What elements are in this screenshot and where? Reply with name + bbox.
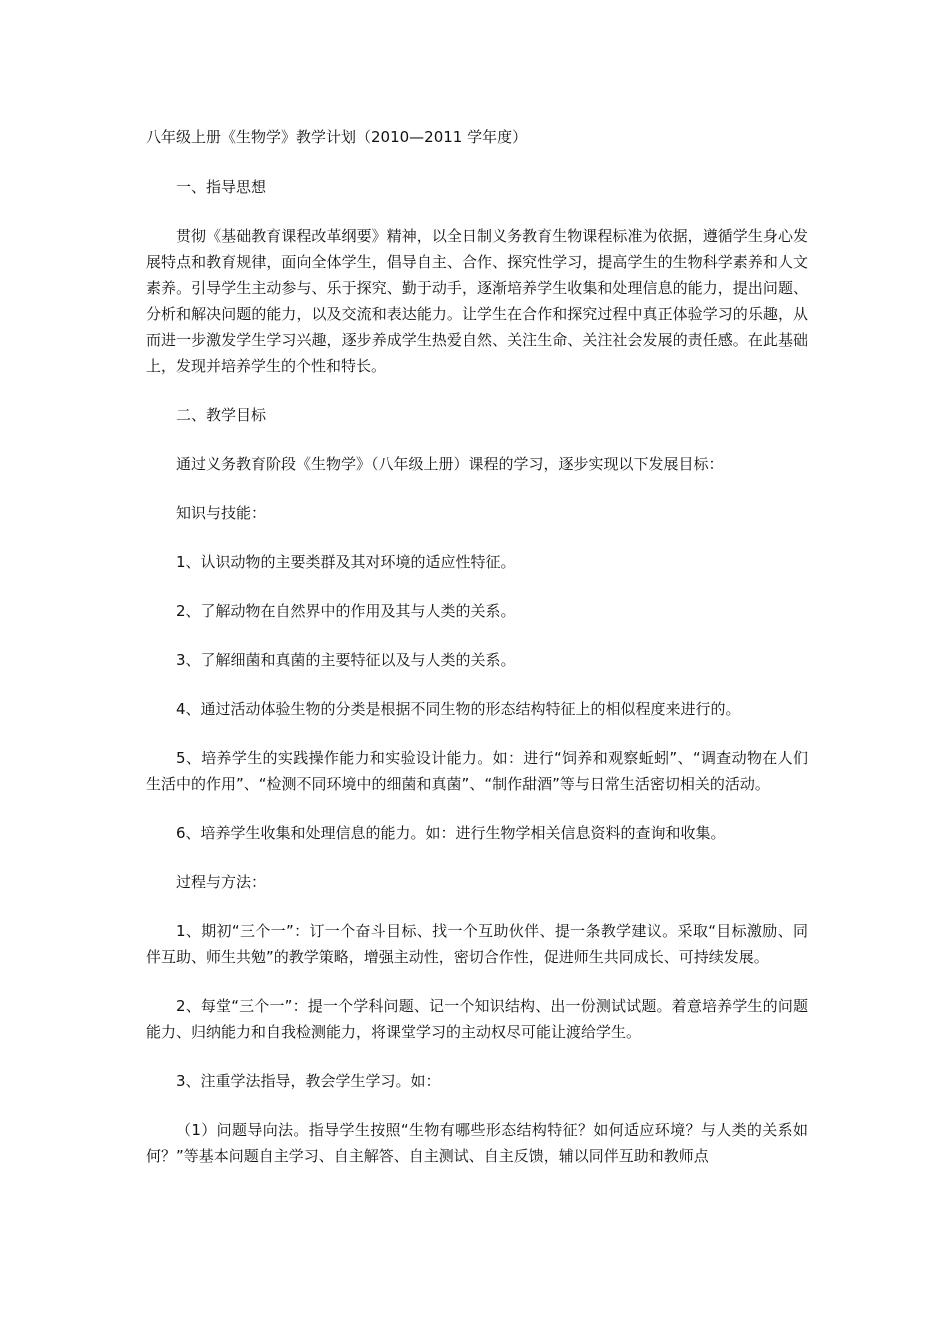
list-item-knowledge-6: 6、培养学生收集和处理信息的能力。如：进行生物学相关信息资料的查询和收集。: [176, 824, 726, 842]
list-item-knowledge-1: 1、认识动物的主要类群及其对环境的适应性特征。: [176, 553, 516, 571]
list-item-process-2: 2、每堂“三个一”：提一个学科问题、记一个知识结构、出一份测试试题。着意培养学生的问题能力、归纳能力和自我检测能力，将课堂学习的主动权尽可能让渡给学生。: [146, 997, 808, 1041]
list-item-knowledge-3: 3、了解细菌和真菌的主要特征以及与人类的关系。: [176, 651, 516, 669]
document-title: 八年级上册《生物学》教学计划（2010—2011 学年度）: [146, 128, 528, 146]
subheading-process-methods: 过程与方法：: [176, 873, 267, 891]
list-item-knowledge-5: 5、培养学生的实践操作能力和实验设计能力。如：进行“饲养和观察蚯蚓”、“调查动物在人们生活中的作用”、“检测不同环境中的细菌和真菌”、“制作甜酒”等与日常生活密切相关的活动。: [146, 749, 808, 793]
list-item-process-3: 3、注重学法指导，教会学生学习。如：: [176, 1072, 441, 1090]
list-item-process-1: 1、期初“三个一”：订一个奋斗目标、找一个互助伙伴、提一条教学建议。采取“目标激励、同伴互助、师生共勉”的教学策略，增强主动性，密切合作性，促进师生共同成长、可持续发展。: [146, 922, 808, 966]
paragraph-goals-intro: 通过义务教育阶段《生物学》（八年级上册）课程的学习，逐步实现以下发展目标：: [176, 455, 724, 473]
subheading-knowledge-skills: 知识与技能：: [176, 504, 267, 522]
section-heading-guiding-thought: 一、指导思想: [176, 178, 267, 196]
list-item-knowledge-4: 4、通过活动体验生物的分类是根据不同生物的形态结构特征上的相似程度来进行的。: [176, 700, 741, 718]
list-item-knowledge-2: 2、了解动物在自然界中的作用及其与人类的关系。: [176, 602, 516, 620]
document-body: [146, 124, 808, 1192]
paragraph-guiding-thought: 贯彻《基础教育课程改革纲要》精神，以全日制义务教育生物课程标准为依据，遵循学生身心发展特点和教育规律，面向全体学生，倡导自主、合作、探究性学习，提高学生的生物科学素养和人文素养。引导学生主动参与、乐于探究、勤于动手，逐渐培养学生收集和处理信息的能力，提出问题、分析和解决问题的能力，以及交流和表达能力。让学生在合作和探究过程中真正体验学习的乐趣，从而进一步激发学生学习兴趣，逐步养成学生热爱自然、关注生命、关注社会发展的责任感。在此基础上，发现并培养学生的个性和特长。: [146, 227, 808, 375]
list-item-process-3-1: （1）问题导向法。指导学生按照“生物有哪些形态结构特征？如何适应环境？与人类的关系如何？”等基本问题自主学习、自主解答、自主测试、自主反馈，辅以同伴互助和教师点: [146, 1121, 808, 1165]
section-heading-teaching-goals: 二、教学目标: [176, 406, 267, 424]
